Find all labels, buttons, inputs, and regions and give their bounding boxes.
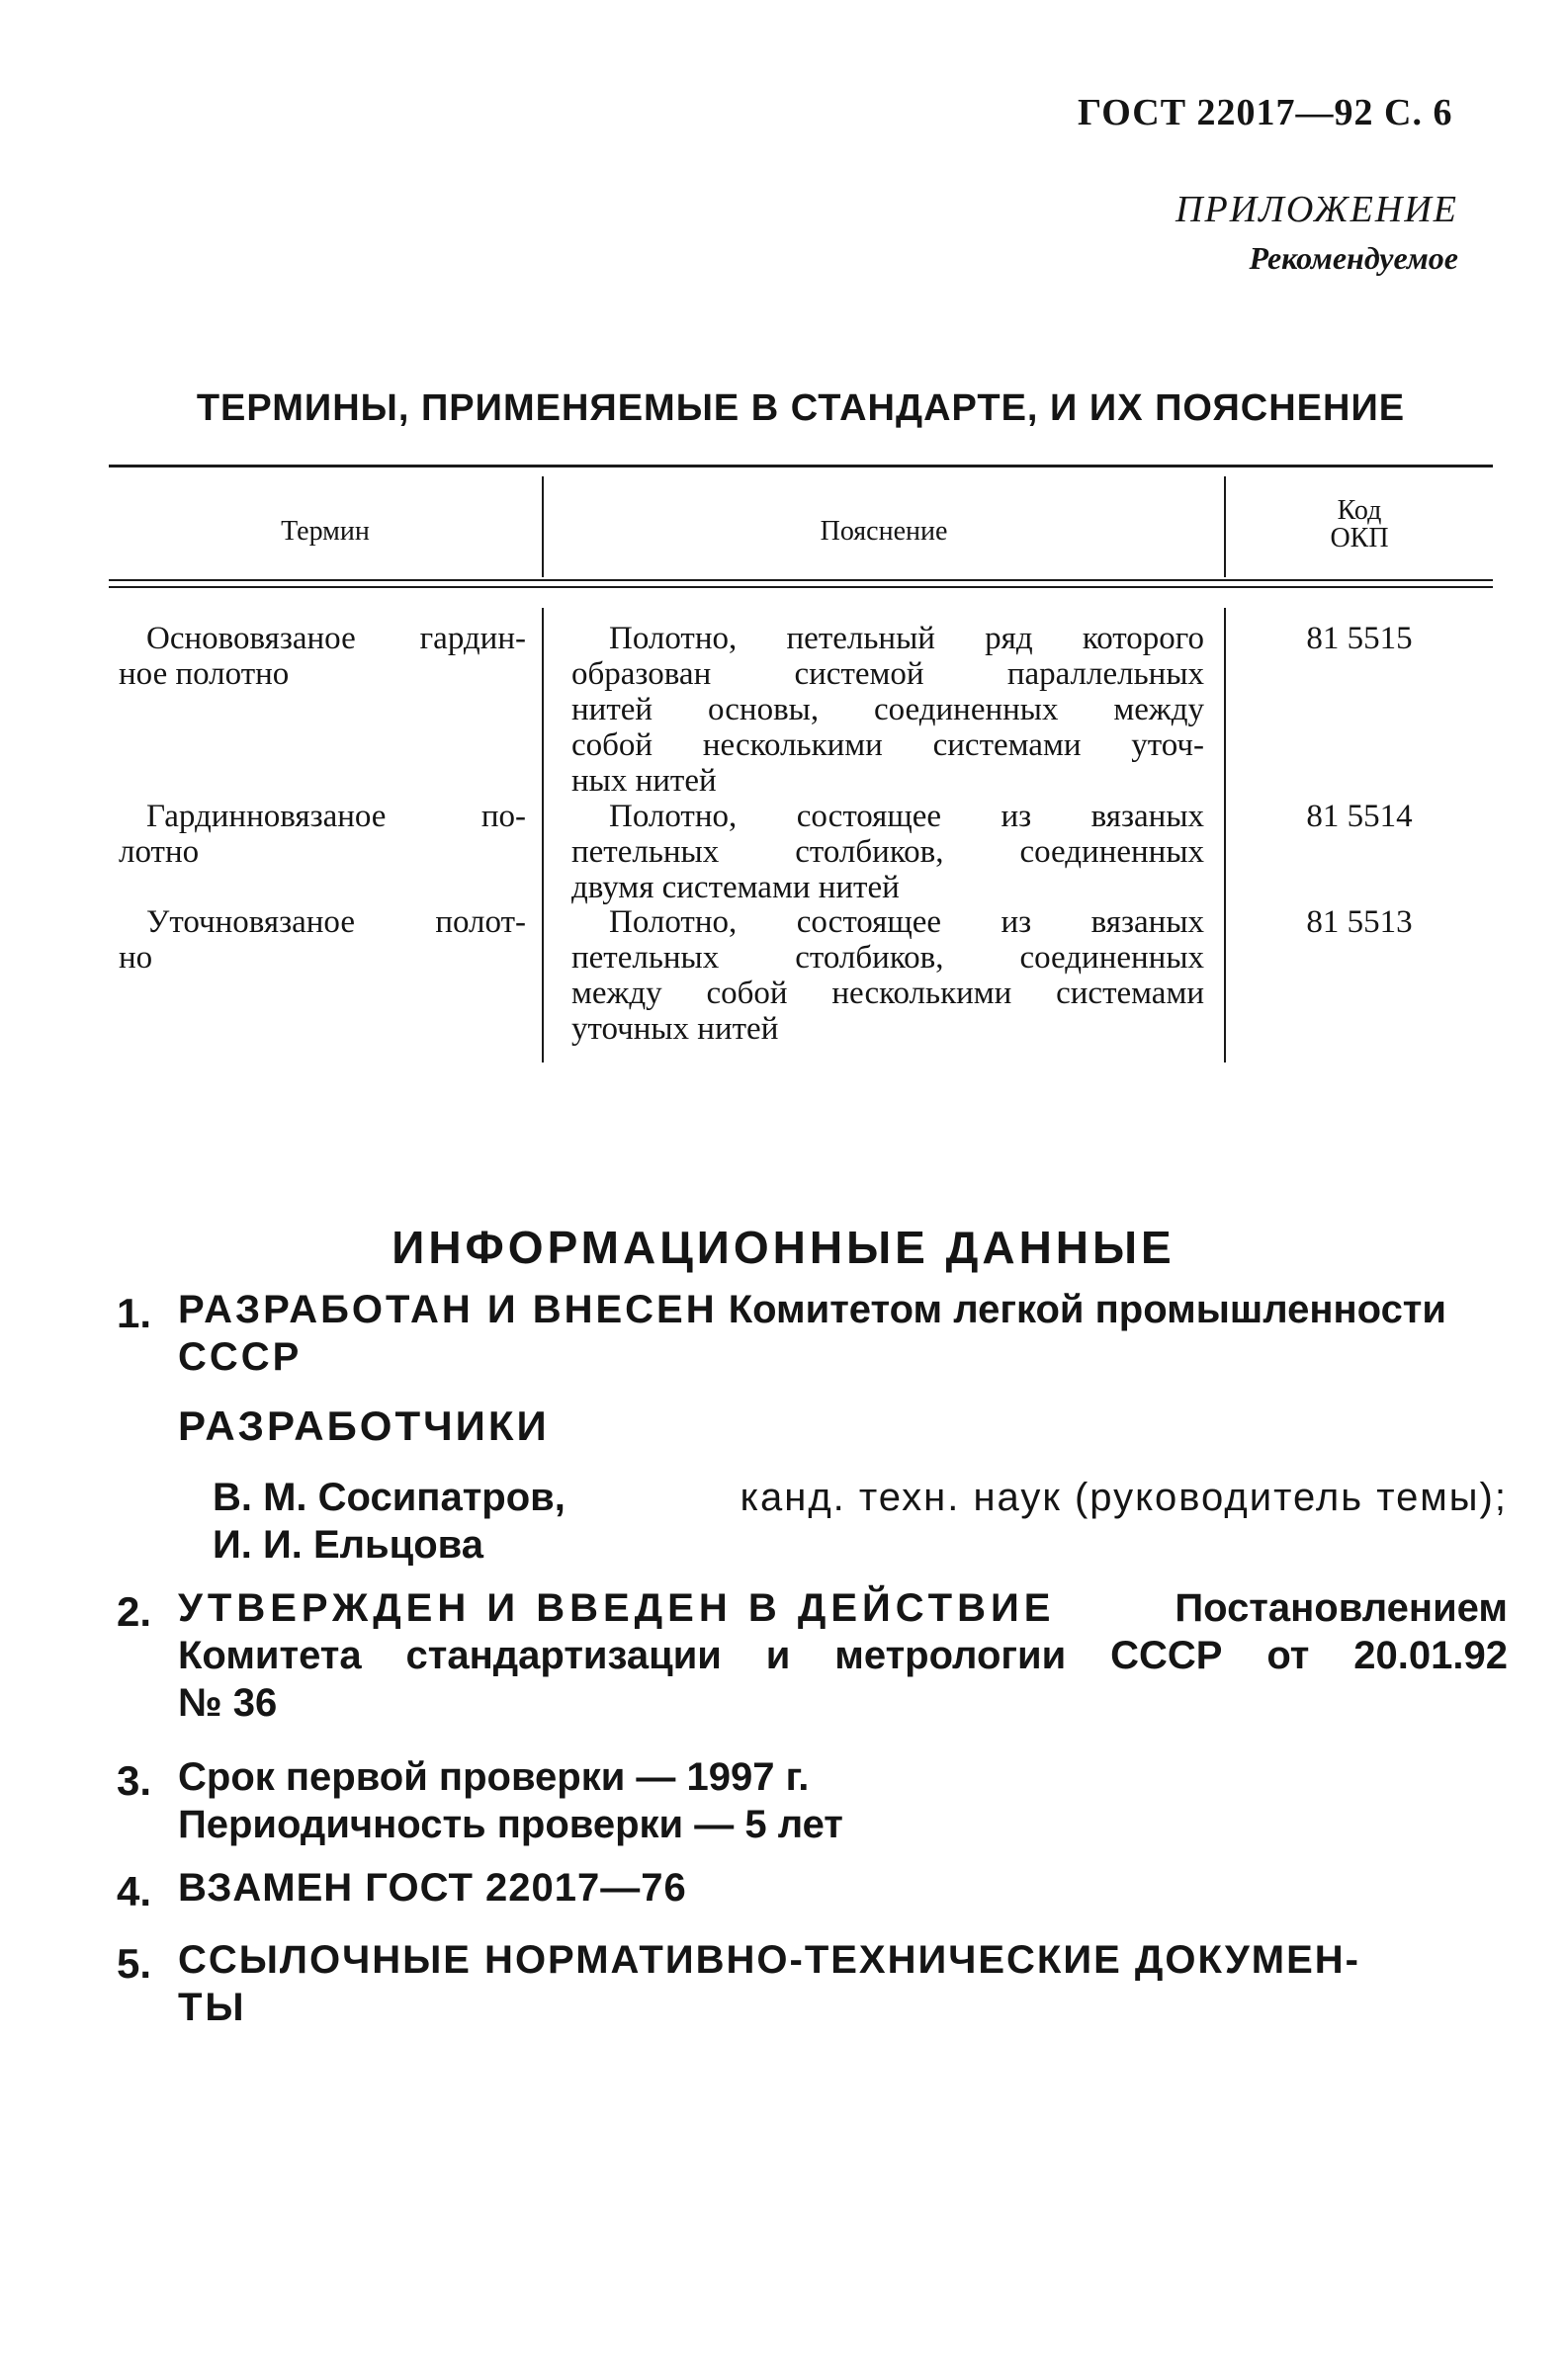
table-header-rule-1 [109, 579, 1493, 581]
page-header-ref: ГОСТ 22017—92 С. 6 [1078, 92, 1453, 133]
developer-line-1 [213, 1475, 1508, 1520]
term-line: ное полотно [119, 656, 290, 692]
info-item-1 [178, 1287, 1508, 1332]
appendix-subtitle: Рекомендуемое [1249, 240, 1458, 276]
explanation-line: двумя системами нитей [571, 870, 900, 905]
table-row [119, 904, 526, 976]
explanation-line: петельных столбиков, соединенных [571, 834, 1204, 870]
item-text: Постановлением [1175, 1586, 1508, 1630]
info-item-4: ВЗАМЕН ГОСТ 22017—76 [178, 1866, 687, 1910]
table-header-rule-2 [109, 586, 1493, 588]
item-number: 3. [117, 1757, 152, 1804]
table-header-term: Термин [281, 516, 370, 547]
item-caps: РАЗРАБОТАН И ВНЕСЕН [178, 1288, 718, 1331]
info-item-3-line2: Периодичность проверки — 5 лет [178, 1803, 843, 1846]
section-title: ТЕРМИНЫ, ПРИМЕНЯЕМЫЕ В СТАНДАРТЕ, И ИХ ПОЯСНЕНИЕ [196, 387, 1406, 429]
term-line: лотно [119, 834, 200, 870]
item-number: 1. [117, 1290, 152, 1336]
term-line: Основовязаное гардин- [146, 621, 526, 656]
explanation-cell [571, 799, 1204, 905]
item-number: 5. [117, 1940, 152, 1987]
term-line: Гардинновязаное по- [146, 799, 526, 834]
table-row [119, 621, 526, 692]
explanation-line: собой несколькими системами уточ- [571, 727, 1204, 763]
table-row [119, 799, 526, 870]
info-item-3-line1: Срок первой проверки — 1997 г. [178, 1755, 810, 1799]
explanation-cell [571, 904, 1204, 1047]
explanation-line: Полотно, состоящее из вязаных [609, 799, 1204, 834]
table-top-rule [109, 465, 1493, 468]
info-item-5-line1: ССЫЛОЧНЫЕ НОРМАТИВНО-ТЕХНИЧЕСКИЕ ДОКУМЕН- [178, 1938, 1360, 1982]
explanation-line: петельных столбиков, соединенных [571, 940, 1204, 976]
term-line: Уточновязаное полот- [146, 904, 526, 940]
info-title: ИНФОРМАЦИОННЫЕ ДАННЫЕ [392, 1222, 1175, 1273]
developers-title: РАЗРАБОТЧИКИ [178, 1402, 550, 1449]
explanation-line: уточных нитей [571, 1011, 779, 1047]
explanation-line: Полотно, состоящее из вязаных [609, 904, 1204, 940]
item-number: 4. [117, 1868, 152, 1914]
table-header-code-line1: Код [1337, 495, 1382, 526]
item-caps: УТВЕРЖДЕН И ВВЕДЕН В ДЕЙСТВИЕ [178, 1586, 1056, 1630]
explanation-line: Полотно, петельный ряд которого [609, 621, 1204, 656]
explanation-cell [571, 621, 1204, 799]
code-cell: 81 5514 [1306, 799, 1413, 834]
explanation-line: образован системой параллельных [571, 656, 1204, 692]
term-line: но [119, 940, 153, 976]
table-vline-2-body [1224, 608, 1226, 1062]
developer-name: В. М. Сосипатров, [213, 1476, 566, 1519]
item-continuation: Комитета стандартизации и метрологии СССР от 20.01.92 [178, 1634, 1508, 1677]
explanation-line: ных нитей [571, 763, 717, 799]
item-continuation: № 36 [178, 1681, 278, 1725]
explanation-line: между собой несколькими системами [571, 976, 1204, 1011]
info-item-5-line2: ТЫ [178, 1986, 247, 2029]
table-vline-1-body [542, 608, 544, 1062]
developer-role: канд. техн. наук (руководитель темы); [740, 1476, 1508, 1519]
info-item-2 [178, 1585, 1508, 1631]
code-cell: 81 5513 [1306, 904, 1413, 940]
explanation-line: нитей основы, соединенных между [571, 692, 1204, 727]
item-continuation: СССР [178, 1335, 303, 1379]
appendix-title: ПРИЛОЖЕНИЕ [1175, 189, 1458, 230]
item-number: 2. [117, 1588, 152, 1635]
developer-name: И. И. Ельцова [213, 1523, 483, 1567]
table-header-code-line2: ОКП [1330, 523, 1389, 553]
table-header-explanation: Пояснение [820, 516, 948, 547]
code-cell: 81 5515 [1306, 621, 1413, 656]
table-header-code [1226, 497, 1493, 552]
item-text: Комитетом легкой промышленности [728, 1288, 1446, 1331]
